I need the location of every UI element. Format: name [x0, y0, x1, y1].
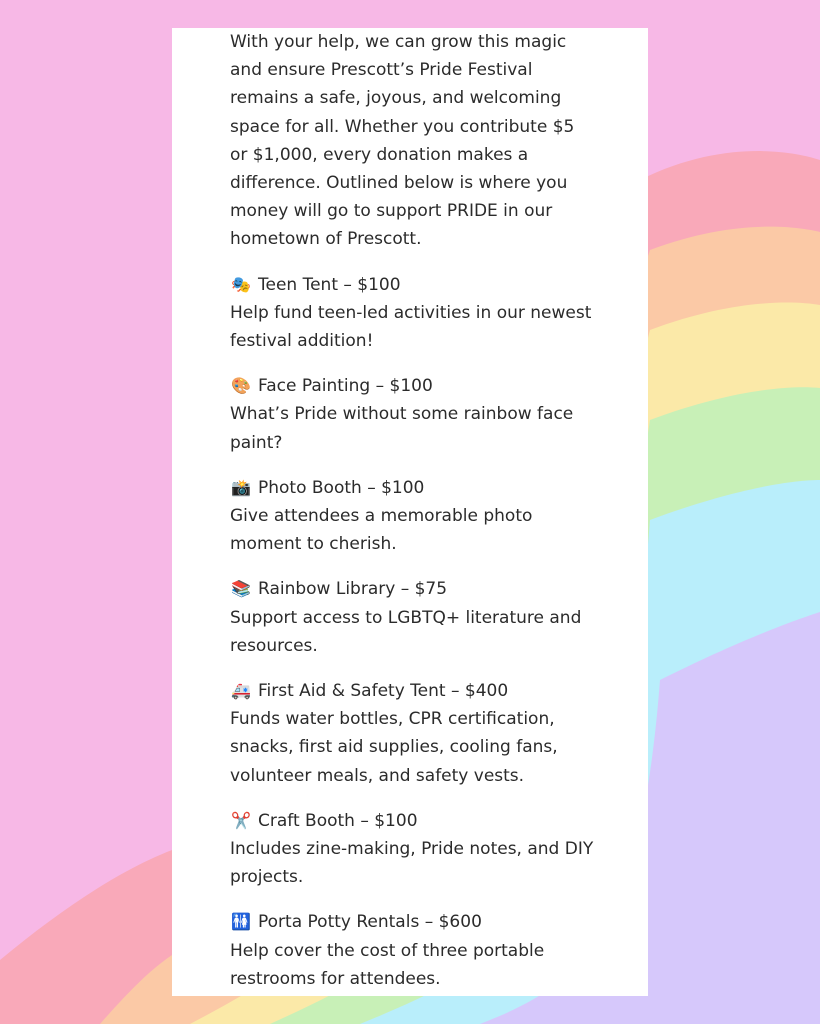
list-item [230, 372, 600, 457]
item-description: Give attendees a memorable photo moment to cherish. [230, 506, 533, 555]
item-title: First Aid & Safety Tent – $400 [258, 681, 509, 702]
item-description: Help cover the cost of three portable restrooms for attendees. [230, 940, 545, 989]
palette-icon: 🎨 [231, 376, 251, 396]
item-title: Photo Booth – $100 [258, 477, 425, 498]
list-item [230, 908, 600, 993]
ambulance-icon: 🚑 [231, 681, 251, 701]
list-item [230, 575, 600, 660]
list-item [230, 271, 600, 356]
intro-paragraph: With your help, we can grow this magic and ensure Prescott’s Pride Festival remains a safe, joyous, and welcoming space for all. Whether you contribute $5 or $1,000, every donation makes a difference. Outlined below is where you money will go to support PRIDE in our hometown of Prescott. [230, 32, 575, 250]
item-title: Rainbow Library – $75 [258, 579, 448, 600]
item-description: What’s Pride without some rainbow face paint? [230, 404, 574, 453]
item-title: Craft Booth – $100 [258, 810, 418, 831]
list-item [230, 807, 600, 892]
list-item [230, 474, 600, 559]
item-title: Teen Tent – $100 [258, 274, 401, 295]
item-description: Help fund teen-led activities in our newest festival addition! [230, 302, 592, 352]
restroom-icon: 🚻 [231, 912, 251, 932]
item-description: Includes zine-making, Pride notes, and DIY projects. [230, 839, 594, 888]
scissors-icon: ✂️ [231, 810, 251, 830]
donation-card [172, 28, 648, 996]
item-title: Face Painting – $100 [258, 376, 433, 397]
books-icon: 📚 [231, 579, 251, 599]
item-description: Funds water bottles, CPR certification, snacks, first aid supplies, cooling fans, volunteer meals, and safety vests. [230, 709, 558, 786]
list-item [230, 677, 600, 790]
theater-masks-icon: 🎭 [231, 274, 251, 294]
camera-flash-icon: 📸 [231, 477, 251, 497]
item-title: Porta Potty Rentals – $600 [258, 912, 482, 933]
item-description: Support access to LGBTQ+ literature and resources. [230, 607, 582, 656]
